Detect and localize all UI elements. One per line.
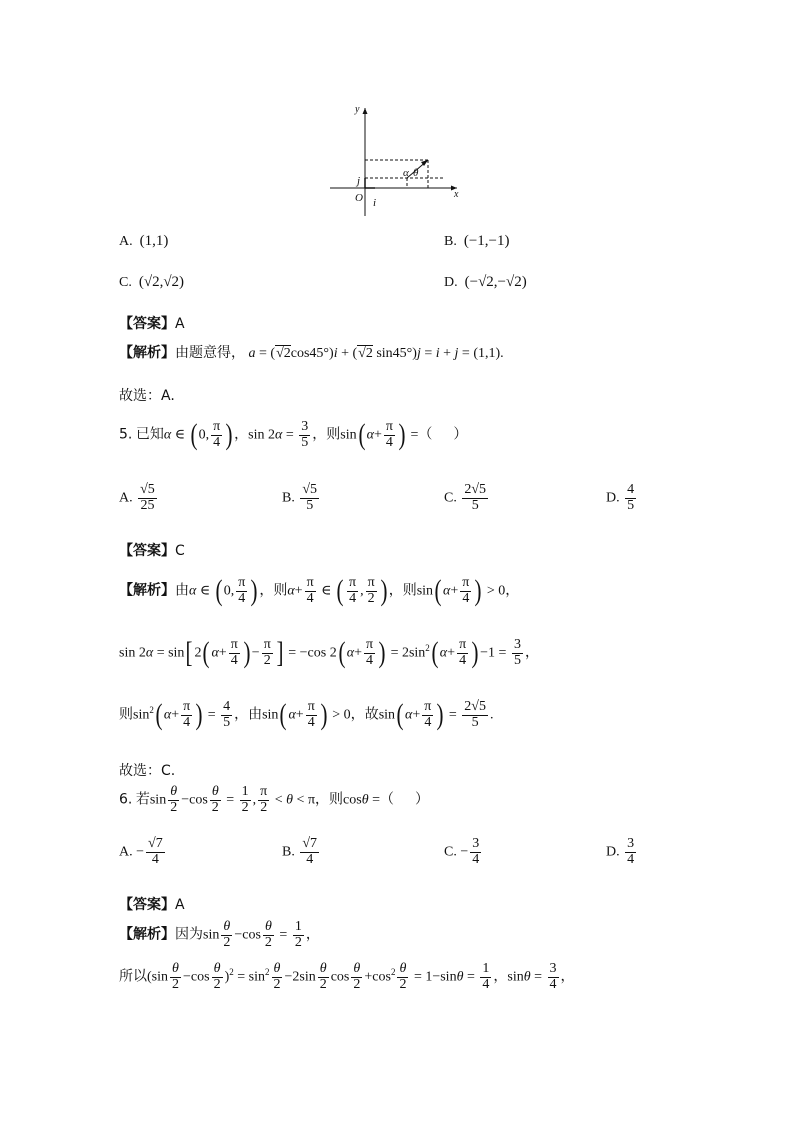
- q5-option-a: [119, 483, 159, 513]
- option-numerator: √5: [302, 482, 318, 497]
- analysis-intro: 由: [175, 582, 189, 599]
- analysis-tag: 【解析】: [119, 582, 175, 599]
- q6-option-c: C. − $\frac{3}{4}$: [444, 836, 480, 867]
- option-numerator: 2√5: [464, 482, 487, 497]
- analysis-intro: 因为: [175, 926, 203, 943]
- option-value: (1,1): [139, 233, 169, 249]
- option-letter: A.: [119, 490, 133, 506]
- q4-analysis: [119, 342, 504, 362]
- option-letter: C.: [444, 844, 457, 860]
- q5-option-b: [282, 483, 321, 513]
- q4-option-d: [444, 274, 527, 291]
- answer-tag: 【答案】: [119, 543, 175, 559]
- option-letter: D.: [606, 490, 620, 506]
- option-numerator: √5: [140, 482, 155, 497]
- q5-conclusion: 故选：C.: [119, 763, 176, 779]
- q5-analysis-line1: 【解析】由α ∈ ( 0, $\frac{\pi}{4}$ ) ，则α+ $\frac{\pi}{4}$ ∈ ( $\frac{\pi}{4}$ , $\frac{\pi}{2}$ ) ，则sin( α+ $\frac{\pi}{4}$ ) > 0，: [119, 574, 520, 608]
- analysis-intro-2: 所以: [119, 968, 147, 985]
- q4-option-c: [119, 274, 184, 291]
- q6-stem: 6. 若sin $\frac{\theta}{2}$ −cos $\frac{\theta}{2}$ = $\frac{1}{2}$ , $\frac{\pi}{2}$ < θ < π，则cosθ =（ ）: [119, 784, 429, 815]
- q6-answer: [119, 894, 185, 914]
- option-letter: A.: [119, 844, 133, 860]
- q6-option-d: D. $\frac{3}{4}$: [606, 836, 635, 867]
- q4-conclusion: 故选：A.: [119, 388, 175, 404]
- q5-option-c: [444, 483, 490, 513]
- option-letter: D.: [606, 844, 620, 860]
- q4-option-b: [444, 233, 510, 250]
- vector-figure: [325, 98, 465, 218]
- analysis-tag: 【解析】: [119, 345, 175, 361]
- theta-label: θ: [413, 167, 419, 179]
- option-letter: B.: [444, 234, 457, 249]
- option-numerator: 4: [627, 482, 635, 497]
- option-value: (√2,√2): [138, 274, 185, 290]
- x-axis-label: x: [454, 189, 459, 200]
- q5-option-d: [606, 483, 638, 513]
- analysis-tag: 【解析】: [119, 926, 175, 943]
- option-letter: A.: [119, 234, 133, 249]
- option-letter: C.: [119, 275, 132, 290]
- q4-option-a: [119, 233, 168, 250]
- answer-tag: 【答案】: [119, 897, 175, 913]
- option-letter: D.: [444, 275, 458, 290]
- q6-analysis-line2: 所以(sin $\frac{\theta}{2}$ −cos $\frac{\theta}{2}$ )$^2 = \sin^2$ $\frac{\theta}{2}$ −2sin $\frac{\theta}{2}$ cos $\frac{\theta}{2}$ $+\cos^2$ $\frac{\theta}{2}$ = 1−sinθ = $\frac{1}{4}$ ，sinθ = $\frac{3}{4}$ ，: [119, 961, 575, 992]
- option-denominator: 5: [306, 497, 314, 513]
- q6-option-b: B. $\frac{√7}{4}$: [282, 836, 318, 867]
- option-denominator: 5: [627, 497, 635, 513]
- option-denominator: 5: [471, 497, 479, 513]
- option-letter: B.: [282, 490, 295, 506]
- option-denominator: 25: [140, 497, 155, 513]
- answer-value: C: [175, 543, 185, 559]
- alpha-label: α: [403, 167, 409, 179]
- answer-value: A: [175, 897, 185, 913]
- q5-analysis-line3: 则$\sin^2$( α+ $\frac{\pi}{4}$ ) = $\frac{4}{5}$ ，由sin( α+ $\frac{\pi}{4}$ ) > 0，故sin( α+ $\frac{\pi}{4}$ ) = $\frac{2√5}{5}$ .: [119, 698, 494, 732]
- unit-j-label: j: [357, 175, 361, 187]
- q5-answer: [119, 540, 185, 560]
- q4-answer: [119, 313, 185, 333]
- question-intro: 已知: [135, 426, 164, 443]
- q6-option-a: A. − $\frac{√7}{4}$: [119, 836, 163, 867]
- question-intro: 若: [135, 791, 150, 808]
- y-axis-label: y: [355, 104, 360, 115]
- q5-stem: 5. 已知α ∈ ( 0, $\frac{\pi}{4}$ ) ，sin 2α = $\frac{3}{5}$ ，则sin( α+ $\frac{\pi}{4}$ ) =（ ）: [119, 418, 468, 452]
- q5-analysis-line2: sin 2α = sin[ 2( α+ $\frac{\pi}{4}$ ) − $\frac{\pi}{2}$ ] = −cos 2( α+ $\frac{\pi}{4}$ ) = $2\sin^2$( α+ $\frac{\pi}{4}$ ) −1 = $\frac{3}{5}$ ，: [119, 636, 539, 670]
- option-letter: B.: [282, 844, 295, 860]
- option-value: (−1,−1): [463, 233, 510, 249]
- origin-label: O: [355, 192, 363, 204]
- unit-i-label: i: [373, 197, 377, 209]
- question-number: 5.: [119, 426, 133, 443]
- option-letter: C.: [444, 490, 457, 506]
- answer-tag: 【答案】: [119, 316, 175, 332]
- analysis-text: 由题意得，: [175, 345, 245, 361]
- q4-formula: a = (√2cos45°)i + (√2 sin45°)j = i + j = (1,1).: [248, 346, 504, 361]
- q6-analysis-line1: 【解析】因为sin $\frac{\theta}{2}$ −cos $\frac{\theta}{2}$ = $\frac{1}{2}$ ，: [119, 919, 320, 950]
- option-value: (−√2,−√2): [464, 274, 527, 290]
- question-number: 6.: [119, 791, 133, 808]
- answer-value: A: [175, 316, 185, 332]
